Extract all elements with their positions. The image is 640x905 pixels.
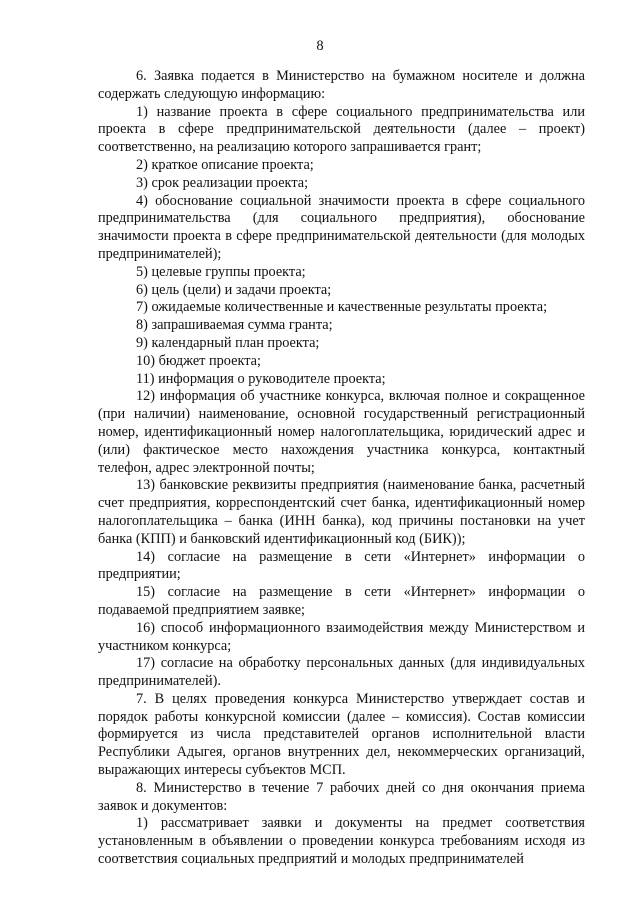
list-item-16: 16) способ информационного взаимодействия между Министерством и участником конкурса;	[98, 619, 585, 654]
list-item-7: 7) ожидаемые количественные и качественные результаты проекта;	[136, 299, 548, 316]
list-item-3: 3) срок реализации проекта;	[136, 174, 309, 191]
document-body	[98, 68, 585, 869]
paragraph-8-intro: 8. Министерство в течение 7 рабочих дней со дня окончания приема заявок и документов:	[98, 779, 585, 814]
list-item-4: 4) обоснование социальной значимости проекта в сфере социального предпринимательства (для социального предприятия), обоснование значимости проекта в сфере предпринимательской деятельности (для молодых предпринимателей);	[98, 192, 585, 262]
list-item-5: 5) целевые группы проекта;	[136, 263, 306, 280]
list-item-15: 15) согласие на размещение в сети «Интернет» информации о подаваемой предприятием заявке;	[98, 584, 585, 618]
list-item-11: 11) информация о руководителе проекта;	[136, 370, 386, 387]
list-item-10: 10) бюджет проекта;	[136, 352, 261, 369]
list-item-9: 9) календарный план проекта;	[136, 334, 320, 351]
list-item-13: 13) банковские реквизиты предприятия (наименование банка, расчетный счет предприятия, корреспондентский счет банка, идентификационный номер налогоплательщика – банка (ИНН банка), код причины постановки на учет банка (КПП) и банковский идентификационный код (БИК));	[98, 477, 585, 547]
list-item-14: 14) согласие на размещение в сети «Интернет» информации о предприятии;	[98, 548, 585, 583]
list-item-12: 12) информация об участнике конкурса, включая полное и сокращенное (при наличии) наименование, основной государственный регистрационный номер, идентификационный номер налогоплательщика, юридический адрес и (или) фактическое место нахождения участника конкурса, контактный телефон, адрес электронной почты;	[98, 388, 585, 476]
paragraph-7: 7. В целях проведения конкурса Министерство утверждает состав и порядок работы конкурсной комиссии (далее – комиссия). Состав комиссии формируется из числа представителей органов исполнительной власти Республики Адыгея, органов внутренних дел, некоммерческих организаций, выражающих интересы субъектов МСП.	[98, 690, 585, 779]
page-number: 8	[316, 38, 324, 54]
list-item-6: 6) цель (цели) и задачи проекта;	[136, 281, 332, 298]
list-item-2: 2) краткое описание проекта;	[136, 156, 314, 173]
paragraph-6-intro: 6. Заявка подается в Министерство на бумажном носителе и должна содержать следующую информацию:	[98, 68, 585, 102]
list-item-8: 8) запрашиваемая сумма гранта;	[136, 317, 333, 334]
list-item-1: 1) название проекта в сфере социального предпринимательства или проекта в сфере предпринимательской деятельности (далее – проект) соответственно, на реализацию которого запрашивается грант;	[98, 103, 585, 156]
list-item-17: 17) согласие на обработку персональных данных (для индивидуальных предпринимателей).	[98, 655, 585, 690]
paragraph-8-item-1: 1) рассматривает заявки и документы на предмет соответствия установленным в объявлении о проведении конкурса требованиям исходя из соответствия социальных предприятий и молодых предпринимателей	[98, 815, 585, 868]
